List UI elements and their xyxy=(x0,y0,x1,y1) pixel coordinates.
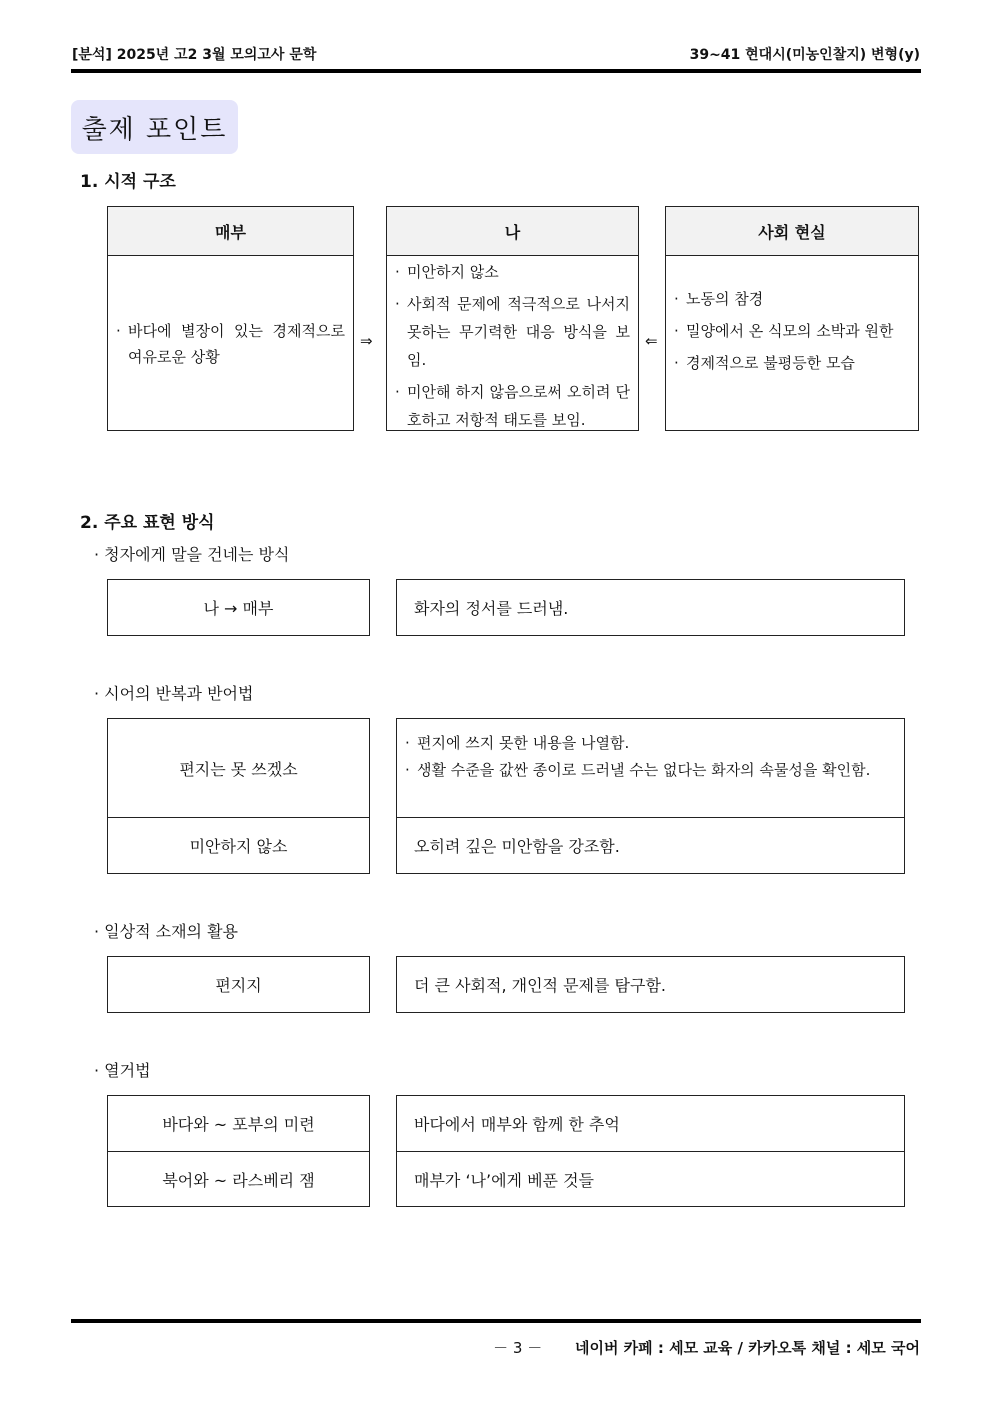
expression-term: 미안하지 않소 xyxy=(107,817,370,874)
expression-bullet: · 생활 수준을 값싼 종이로 드러낼 수는 없다는 화자의 속물성을 확인함. xyxy=(405,757,896,784)
structure-box-head: 사회 현실 xyxy=(666,207,918,256)
structure-bullet: · 바다에 별장이 있는 경제적으로 여유로운 상황 xyxy=(116,318,345,370)
structure-bullet: · 경제적으로 불평등한 모습 xyxy=(674,350,910,376)
structure-bullet: · 사회적 문제에 적극적으로 나서지 못하는 무기력한 대응 방식을 보임. xyxy=(395,290,630,374)
point-title: 출제 포인트 xyxy=(71,100,238,154)
structure-box-maebu xyxy=(107,206,354,431)
expression-subtitle: · 일상적 소재의 활용 xyxy=(94,922,238,941)
expression-subtitle: · 열거법 xyxy=(94,1061,151,1080)
expression-term: 나 → 매부 xyxy=(107,579,370,636)
expression-term: 편지는 못 쓰겠소 xyxy=(107,718,370,818)
structure-box-head: 매부 xyxy=(108,207,353,256)
page-number: － 3 － xyxy=(493,1339,543,1357)
expression-bullet: · 편지에 쓰지 못한 내용을 나열함. xyxy=(405,729,896,757)
expression-effect: 매부가 ‘나’에게 베푼 것들 xyxy=(396,1151,905,1207)
footer-channel-info: 네이버 카페 : 세모 교육 / 카카오톡 채널 : 세모 국어 xyxy=(574,1339,920,1357)
header-title: [분석] 2025년 고2 3월 모의고사 문학 xyxy=(72,47,317,63)
structure-bullet: · 밀양에서 온 식모의 소박과 원한 xyxy=(674,318,910,344)
structure-box-na xyxy=(386,206,639,431)
footer-divider xyxy=(71,1319,921,1323)
section1-title: 1. 시적 구조 xyxy=(80,172,176,192)
expression-effect: 오히려 깊은 미안함을 강조함. xyxy=(396,817,905,874)
structure-box-head: 나 xyxy=(387,207,638,256)
expression-subtitle: · 청자에게 말을 건네는 방식 xyxy=(94,545,290,564)
expression-effect xyxy=(396,718,905,818)
structure-bullet: · 미안해 하지 않음으로써 오히려 단호하고 저항적 태도를 보임. xyxy=(395,378,630,434)
expression-term: 바다와 ~ 포부의 미련 xyxy=(107,1095,370,1152)
expression-effect: 더 큰 사회적, 개인적 문제를 탐구함. xyxy=(396,956,905,1013)
section2-title: 2. 주요 표현 방식 xyxy=(80,513,215,533)
expression-subtitle: · 시어의 반복과 반어법 xyxy=(94,684,254,703)
header-divider xyxy=(71,69,921,73)
arrow-left-icon: ⇐ xyxy=(645,332,658,350)
structure-bullet: · 미안하지 않소 xyxy=(395,258,630,286)
expression-effect: 바다에서 매부와 함께 한 추억 xyxy=(396,1095,905,1152)
expression-effect: 화자의 정서를 드러냄. xyxy=(396,579,905,636)
expression-term: 북어와 ~ 라스베리 잼 xyxy=(107,1151,370,1207)
structure-box-society xyxy=(665,206,919,431)
header-subtitle: 39~41 현대시(미농인찰지) 변형(y) xyxy=(689,47,920,63)
footer xyxy=(493,1337,920,1358)
expression-term: 편지지 xyxy=(107,956,370,1013)
arrow-right-icon: ⇒ xyxy=(360,332,373,350)
structure-bullet: · 노동의 참경 xyxy=(674,286,910,312)
